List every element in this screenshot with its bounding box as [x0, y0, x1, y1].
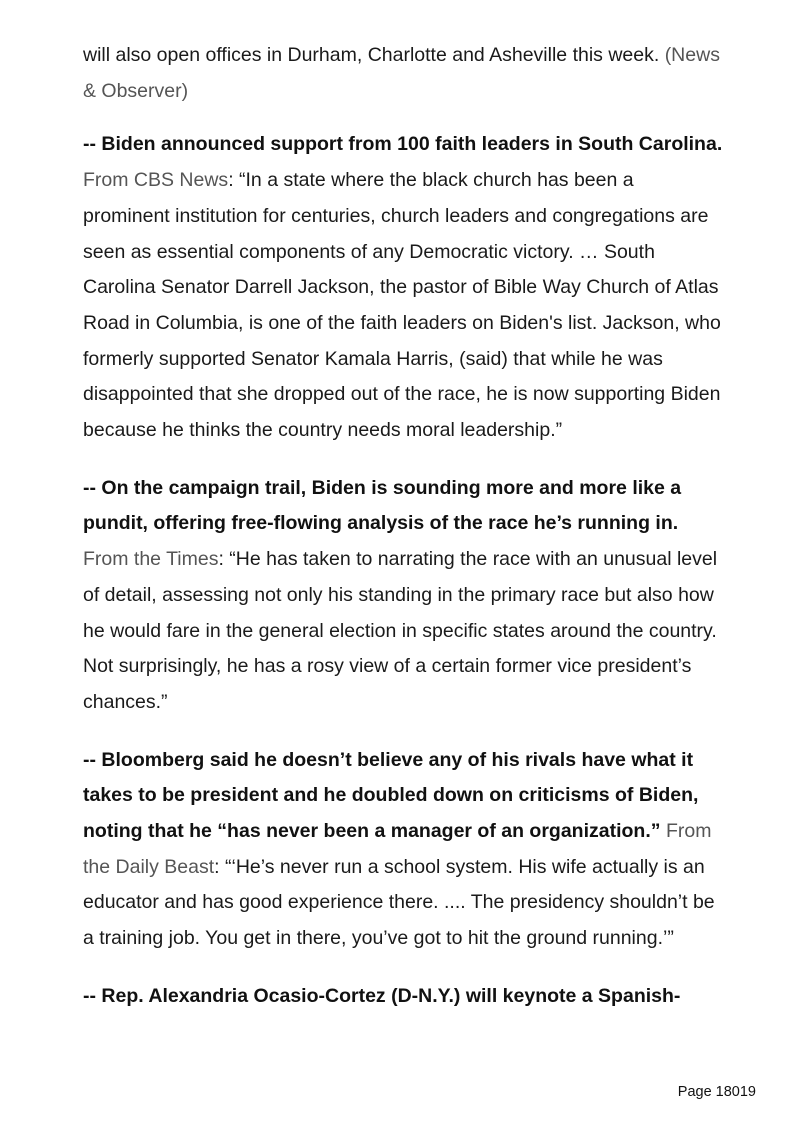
- source-link-cbs-news[interactable]: From CBS News: [83, 169, 229, 192]
- paragraph-headline: -- On the campaign trail, Biden is sounding more and more like a pundit, offering free-flowing analysis of the race he’s running in.: [83, 476, 682, 535]
- paragraph-text: : “He has taken to narrating the race with an unusual level of detail, assessing not only his standing in the primary race but also how he would fare in the general election in specific states around the country. Not surprisingly, he has a rosy view of a certain former vice president’s chances.”: [83, 548, 718, 713]
- paragraph-text: : “‘He’s never run a school system. His wife actually is an educator and has good experience there. .... The presidency shouldn’t be a training job. You get in there, you’ve got to hit the ground running.’”: [83, 855, 715, 950]
- page-number: Page 18019: [677, 1084, 756, 1100]
- paragraph-bloomberg: [83, 743, 723, 957]
- paragraph-aoc: [83, 979, 723, 1015]
- paragraph-headline: -- Rep. Alexandria Ocasio-Cortez (D-N.Y.) will keynote a Spanish-: [83, 984, 681, 1007]
- paragraph-text: : “In a state where the black church has been a prominent institution for centuries, church leaders and congregations are seen as essential components of any Democratic victory. … South Carolina Senator Darrell Jackson, the pastor of Bible Way Church of Atlas Road in Columbia, is one of the faith leaders on Biden's list. Jackson, who formerly supported Senator Kamala Harris, (said) that while he was disappointed that she dropped out of the race, he is now supporting Biden because he thinks the country needs moral leadership.”: [83, 169, 721, 442]
- paragraph-headline: -- Biden announced support from 100 faith leaders in South Carolina.: [83, 133, 723, 156]
- paragraph-text: will also open offices in Durham, Charlotte and Asheville this week.: [83, 44, 665, 66]
- source-link-times[interactable]: From the Times: [83, 548, 219, 571]
- paragraph-biden-faith-leaders: [83, 127, 723, 448]
- source-link-daily-beast[interactable]: From the Daily Beast: [83, 820, 712, 878]
- paragraph-continuation: [83, 38, 723, 109]
- paragraph-biden-pundit: [83, 471, 723, 721]
- document-body: [83, 38, 723, 1037]
- paragraph-headline: -- Bloomberg said he doesn’t believe any of his rivals have what it takes to be president and he doubled down on criticisms of Biden, noting that he “has never been a manager of an organization.”: [83, 748, 699, 843]
- source-link-news-observer[interactable]: (News & Observer): [83, 44, 720, 102]
